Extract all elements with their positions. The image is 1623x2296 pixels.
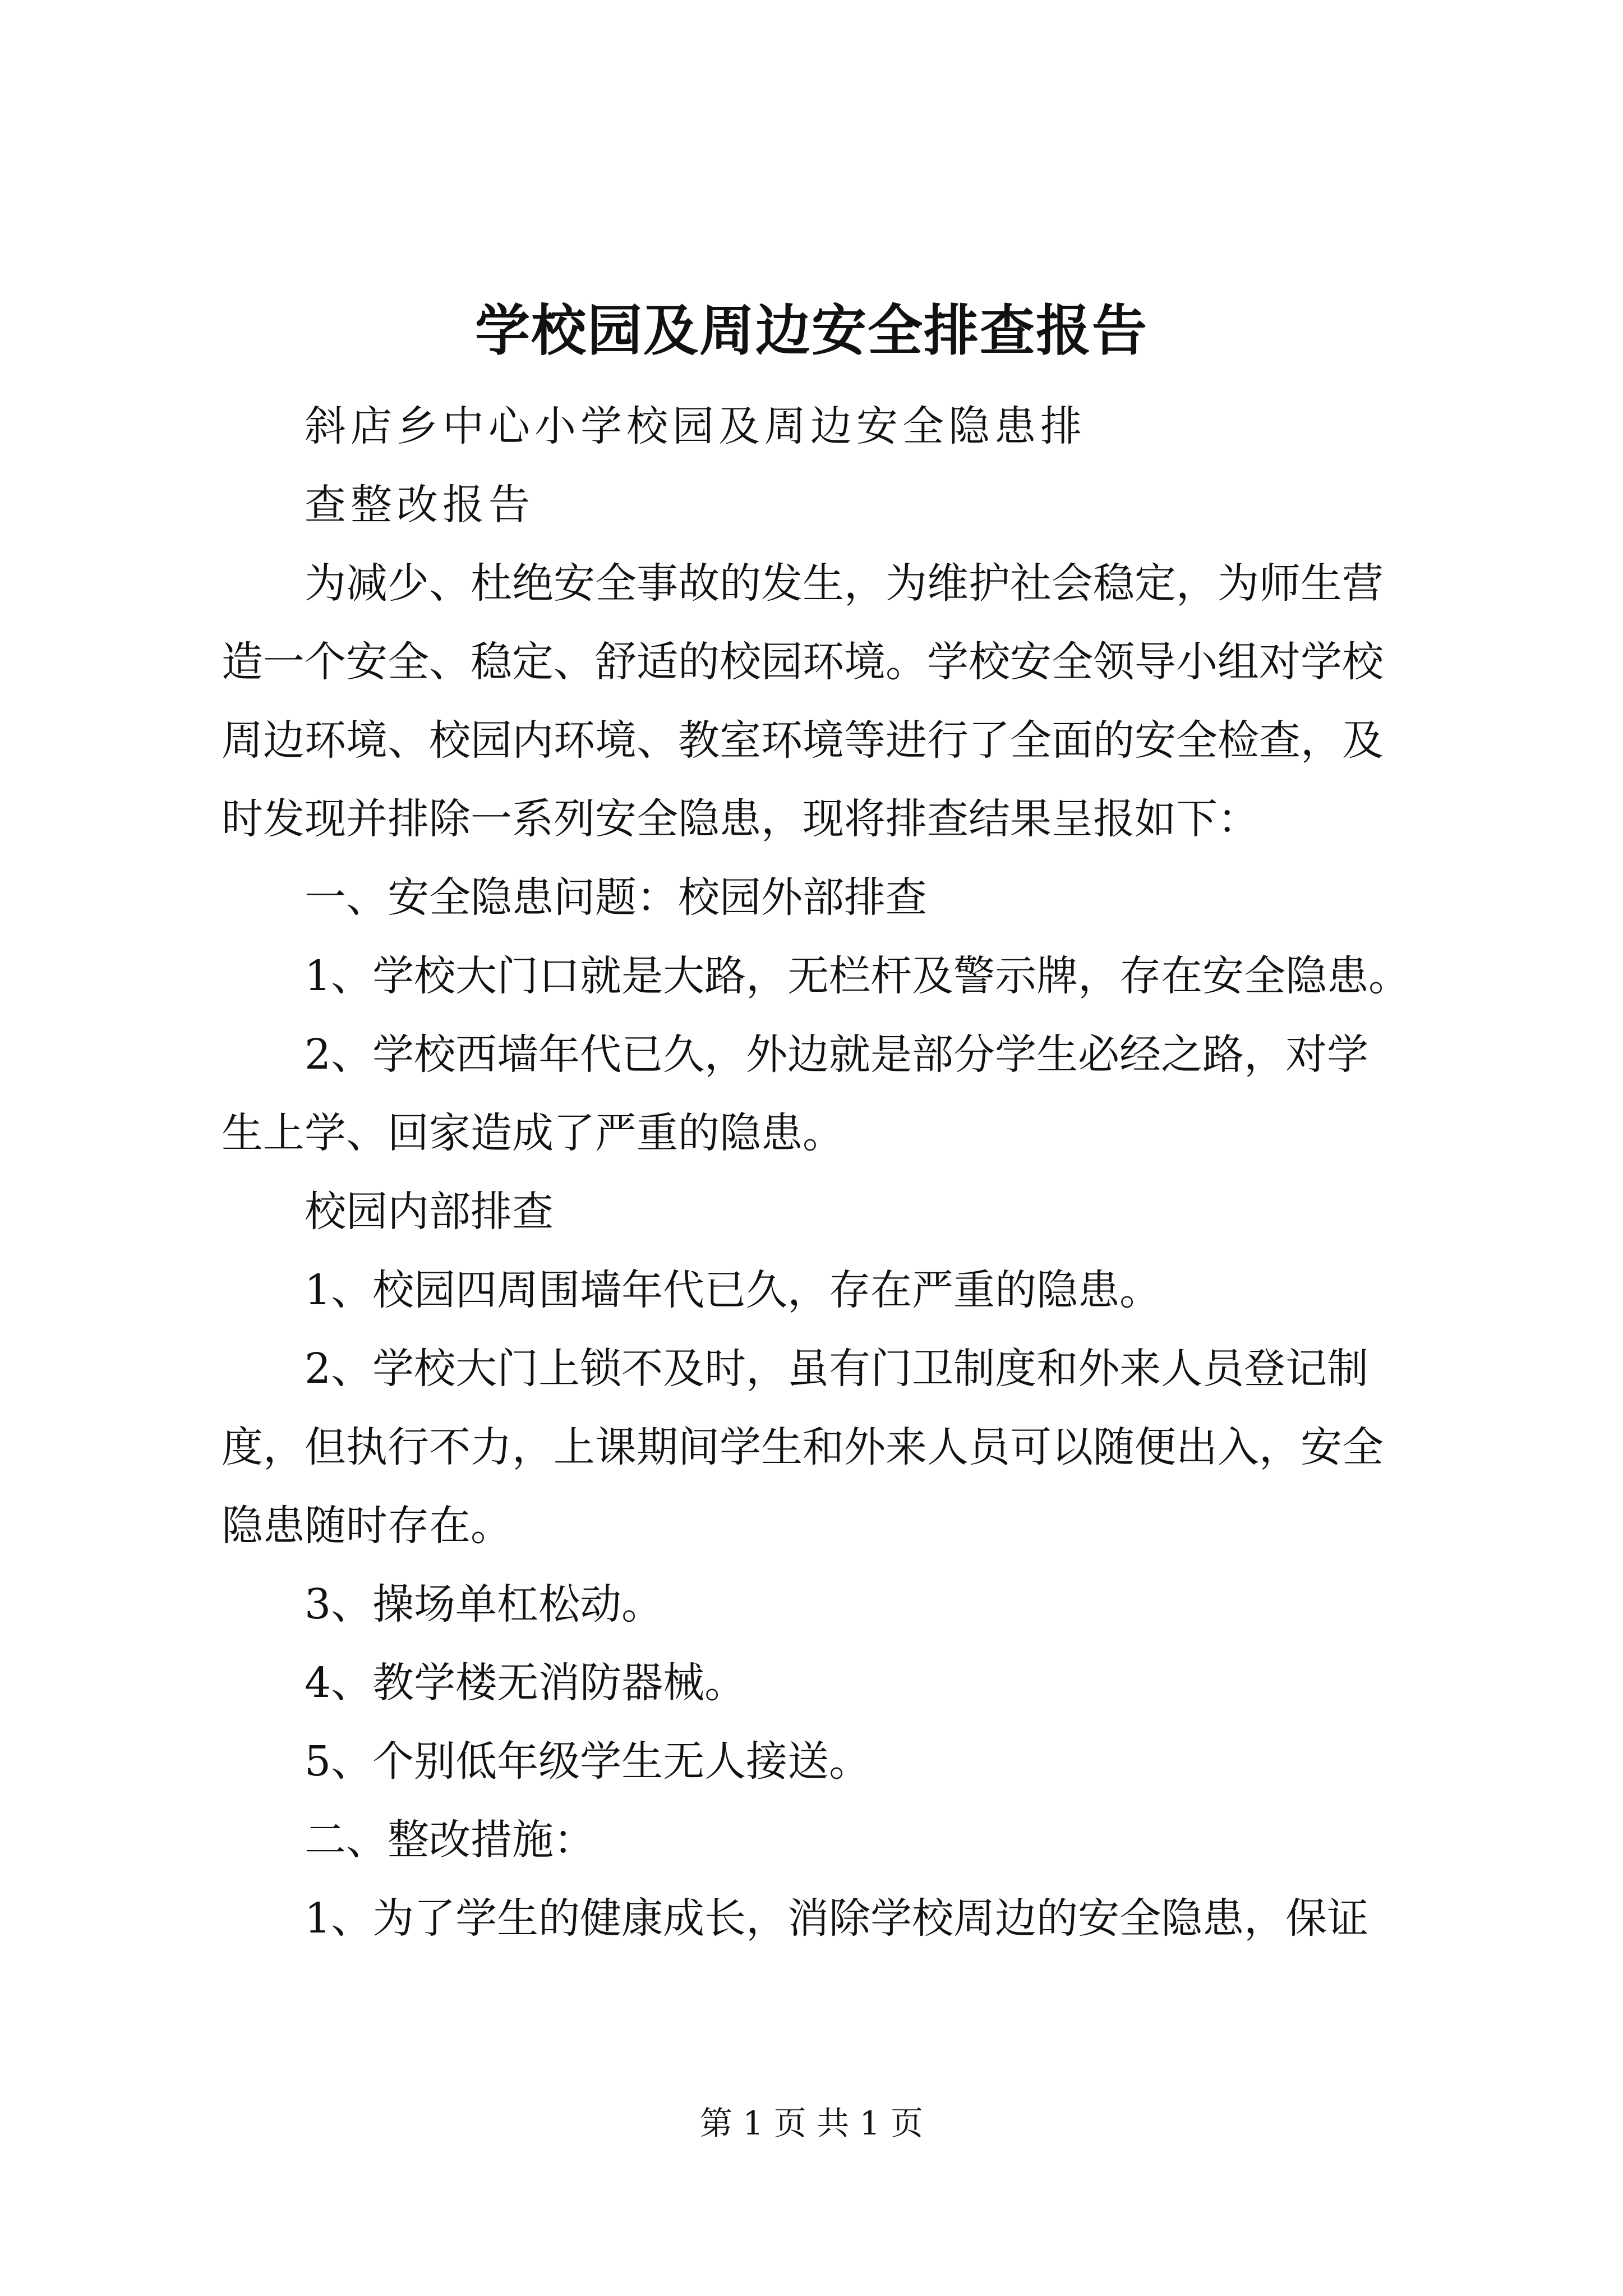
paragraph-line: 1、学校大门口就是大路，无栏杆及警示牌，存在安全隐患。 [305, 952, 1410, 1000]
paragraph-line: 造一个安全、稳定、舒适的校园环境。学校安全领导小组对学校 [222, 638, 1384, 686]
paragraph-line: 一、安全隐患问题：校园外部排查 [305, 873, 927, 922]
paragraph-line: 3、操场单杠松动。 [305, 1580, 663, 1628]
paragraph-line: 时发现并排除一系列安全隐患，现将排查结果呈报如下： [222, 795, 1259, 843]
paragraph-line: 度，但执行不力，上课期间学生和外来人员可以随便出入，安全 [222, 1423, 1384, 1471]
paragraph-line: 生上学、回家造成了严重的隐患。 [222, 1109, 844, 1157]
document-body [222, 387, 1422, 1958]
page-footer: 第 1 页 共 1 页 [700, 2104, 923, 2142]
paragraph-line: 2、学校西墙年代已久，外边就是部分学生必经之路，对学 [305, 1030, 1369, 1079]
paragraph-line: 周边环境、校园内环境、教室环境等进行了全面的安全检查，及 [222, 716, 1384, 765]
paragraph-line: 4、教学楼无消防器械。 [305, 1659, 746, 1707]
paragraph-line: 查整改报告 [305, 481, 534, 529]
paragraph-line: 1、为了学生的健康成长，消除学校周边的安全隐患，保证 [305, 1894, 1369, 1943]
document-title: 学校园及周边安全排查报告 [474, 298, 1148, 363]
paragraph-line: 2、学校大门上锁不及时，虽有门卫制度和外来人员登记制 [305, 1345, 1369, 1393]
paragraph-line: 隐患随时存在。 [222, 1502, 512, 1550]
paragraph-line: 斜店乡中心小学校园及周边安全隐患排 [305, 402, 1086, 450]
paragraph-line: 5、个别低年级学生无人接送。 [305, 1737, 871, 1786]
paragraph-line: 1、校园四周围墙年代已久，存在严重的隐患。 [305, 1266, 1161, 1314]
paragraph-line: 为减少、杜绝安全事故的发生，为维护社会稳定，为师生营 [305, 559, 1384, 608]
paragraph-line: 二、整改措施： [305, 1816, 595, 1864]
paragraph-line: 校园内部排查 [305, 1188, 554, 1236]
